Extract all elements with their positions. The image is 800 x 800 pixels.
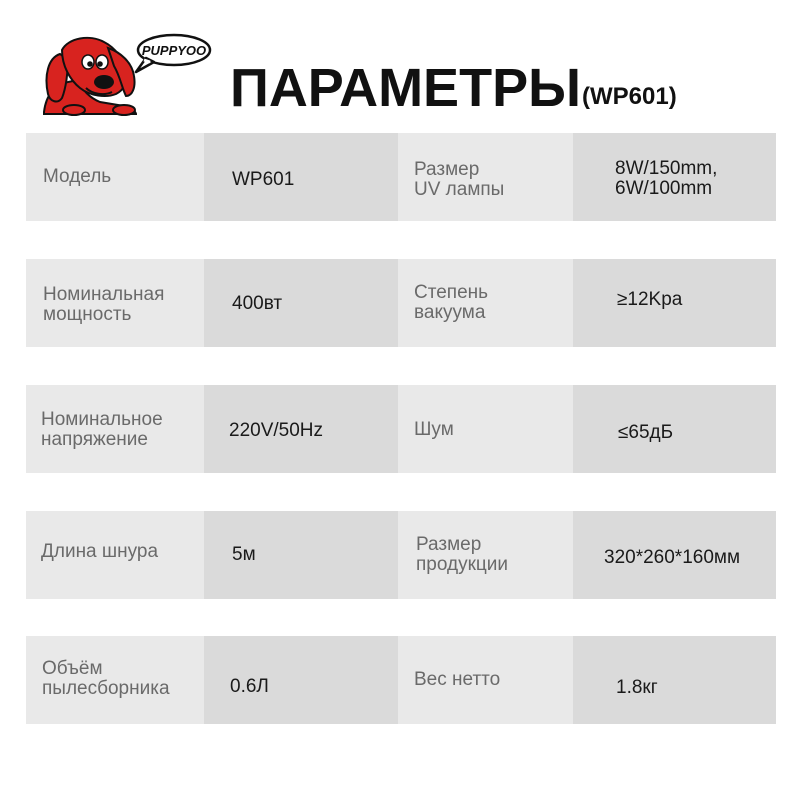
spec-value-cell bbox=[573, 133, 776, 221]
spec-label: Номинальное напряжение bbox=[41, 409, 163, 450]
page-title: ПАРАМЕТРЫ bbox=[230, 58, 581, 118]
spec-value-cell bbox=[573, 259, 776, 347]
spec-label: Длина шнура bbox=[41, 541, 159, 562]
spec-row bbox=[26, 133, 776, 221]
spec-label-cell bbox=[398, 636, 573, 724]
spec-label: Вес нетто bbox=[414, 669, 501, 690]
spec-value-cell bbox=[573, 511, 776, 599]
spec-row bbox=[26, 259, 776, 347]
spec-value: ≥12Kpa bbox=[617, 289, 683, 310]
spec-label: Объём пылесборника bbox=[42, 658, 170, 699]
spec-label-cell bbox=[26, 133, 204, 221]
spec-label-cell bbox=[26, 385, 204, 473]
spec-label: Степень вакуума bbox=[414, 282, 489, 323]
spec-value-cell bbox=[573, 385, 776, 473]
spec-value-cell bbox=[204, 511, 398, 599]
spec-label: Шум bbox=[414, 419, 454, 440]
spec-label-cell bbox=[26, 636, 204, 724]
puppyoo-logo-icon bbox=[38, 32, 218, 116]
spec-value: 5м bbox=[232, 544, 256, 565]
spec-value: 1.8кг bbox=[616, 677, 658, 698]
spec-value: 8W/150mm, 6W/100mm bbox=[615, 158, 718, 199]
spec-value: ≤65дБ bbox=[618, 422, 674, 443]
spec-label-cell bbox=[398, 385, 573, 473]
spec-value: WP601 bbox=[232, 169, 295, 190]
spec-row bbox=[26, 385, 776, 473]
spec-row bbox=[26, 636, 776, 724]
spec-value-cell bbox=[204, 133, 398, 221]
spec-value: 220V/50Hz bbox=[229, 420, 324, 441]
spec-label: Размер UV лампы bbox=[414, 159, 505, 200]
spec-label: Номинальная мощность bbox=[43, 284, 165, 325]
spec-value: 320*260*160мм bbox=[604, 547, 741, 568]
spec-label-cell bbox=[398, 133, 573, 221]
spec-value-cell bbox=[573, 636, 776, 724]
spec-value-cell bbox=[204, 636, 398, 724]
spec-value: 400вт bbox=[232, 293, 283, 314]
spec-label: Модель bbox=[43, 166, 112, 187]
spec-value-cell bbox=[204, 385, 398, 473]
spec-label-cell bbox=[398, 259, 573, 347]
spec-row bbox=[26, 511, 776, 599]
spec-label-cell bbox=[398, 511, 573, 599]
brand-text: PUPPYOO bbox=[141, 43, 207, 58]
spec-value: 0.6Л bbox=[230, 676, 269, 697]
spec-value-cell bbox=[204, 259, 398, 347]
spec-label-cell bbox=[26, 511, 204, 599]
model-tag: (WP601) bbox=[582, 83, 677, 110]
spec-label: Размер продукции bbox=[416, 534, 509, 575]
spec-label-cell bbox=[26, 259, 204, 347]
